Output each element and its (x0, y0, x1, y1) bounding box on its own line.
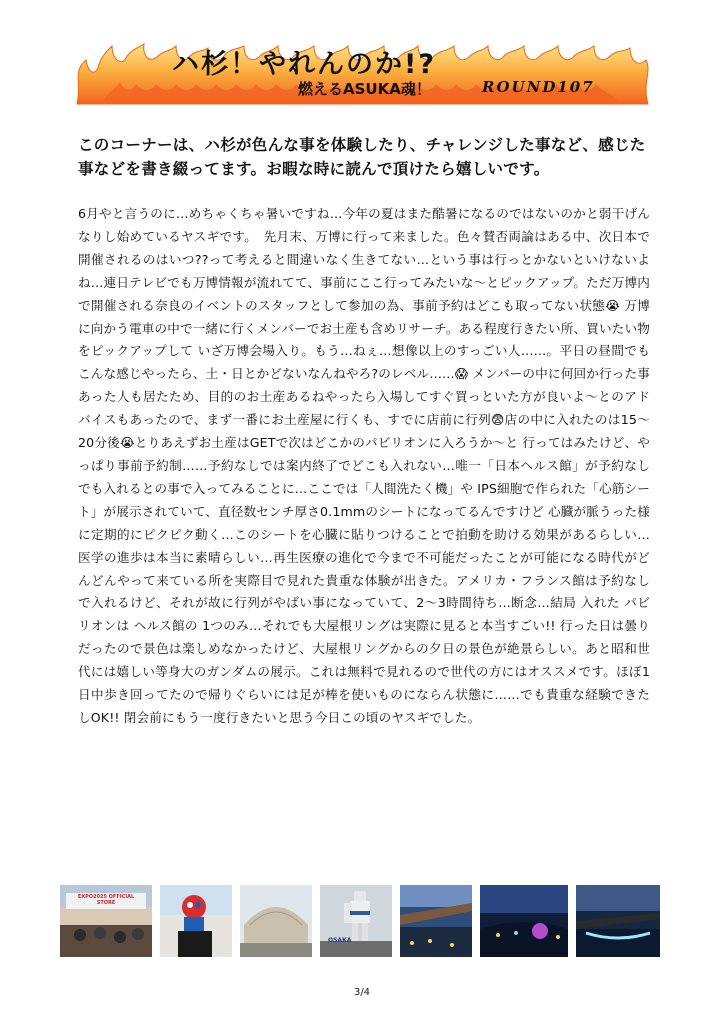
building-icon (240, 885, 312, 957)
photo-ring-dusk (400, 885, 472, 957)
water-icon (576, 885, 660, 957)
photo-night-view (480, 885, 568, 957)
intro-text: このコーナーは、ハ杉が色んな事を体験したり、チャレンジした事など、感じた事などを書き綴ってます。お暇な時に読んで頂けたら嬉しいです。 (78, 136, 646, 178)
banner-subtitle: 燃えるASUKA魂！ (298, 80, 431, 98)
photo-pavilion (240, 885, 312, 957)
page-number: 3/4 (353, 987, 371, 998)
photo-strip (60, 885, 660, 957)
round-number: ROUND107 (482, 78, 595, 96)
page-title: ハ杉！やれんのか!? (172, 49, 436, 80)
mascot-icon (160, 885, 232, 957)
night-city-icon (480, 885, 568, 957)
header-banner (72, 42, 652, 108)
photo-official-store (60, 885, 152, 957)
photo-mascot (160, 885, 232, 957)
photo-water-show (576, 885, 660, 957)
photo-caption: OSAKA (328, 937, 352, 944)
photo-gundam (320, 885, 392, 957)
photo-caption: EXPO2025 OFFICIAL STORE (77, 894, 135, 906)
article-body: 6月やと言うのに…めちゃくちゃ暑いですね…今年の夏はまた酷暑になるのではないのかと弱干げんなりし始めているヤスギです。 先月末、万博に行って来ました。色々賛否両論はある中、次日本で開催されるのはいつ??って考えると間違いなく生きてない…という事は行っとかないといけないよね…連日テレビでも万博情報が流れてて、事前にここ行ってみたいな～とピックアップ。ただ万博内で開催される奈良のイベントのスタッフとして参加の為、事前予約はどこも取ってない状態😭 万博に向かう電車の中で一緒に行くメンバーでお土産も含めリサーチ。ある程度行きたい所、買いたい物をピックアップして いざ万博会場入り。もう…ねぇ…想像以上のすっごい人……。平日の昼間でもこんな感じやったら、土・日とかどないなんねやろ?のレベル……😱 メンバーの中に何回か行った事あった人も居たため、目的のお土産あるねやったら入場してすぐ買っといた方が良いよ～とのアドバイスもあったので、まず一番にお土産屋に行くも、すでに店前に行列😨店の中に入れたのは15～20分後😭とりあえずお土産はGETで次はどこかのパビリオンに入ろうか～と 行ってはみたけど、やっぱり事前予約制……予約なしでは案内終了でどこも入れない…唯一「日本ヘルス館」が予約なしでも入れるとの事で入ってみることに…ここでは「人間洗たく機」や IPS細胞で作られた「心筋シート」が展示されていて、直径数センチ厚さ0.1mmのシートになってるんですけど 心臓が脈うった様に定期的にピクピク動く…このシートを心臓に貼りつけることで拍動を助ける効果があるらしい…医学の進歩は本当に素晴らしい…再生医療の進化で今まで不可能だったことが可能になる時代がどんどんやって来ている所を実際目で見れた貴重な体験が出きた。アメリカ・フランス館は予約なしで入れるけど、それが故に行列がやばい事になっていて、2～3時間待ち…断念…結局 入れた パビリオンは ヘルス館の 1つのみ…それでも大屋根リングは実際に見ると本当すごい!! 行った日は曇りだったので景色は楽しめなかったけど、大屋根リングからの夕日の景色が絶景らしい。あと昭和世代には嬉しい等身大のガンダムの展示。これは無料で見れるので世代の方にはオススメです。ほぼ1日中歩き回ってたので帰りぐらいには足が棒を使いものにならん状態に……でも貴重な経験できたしOK!! 閉会前にもう一度行きたいと思う今日この頃のヤスギでした。 (78, 206, 650, 725)
ring-icon (400, 885, 472, 957)
robot-icon (320, 885, 392, 957)
